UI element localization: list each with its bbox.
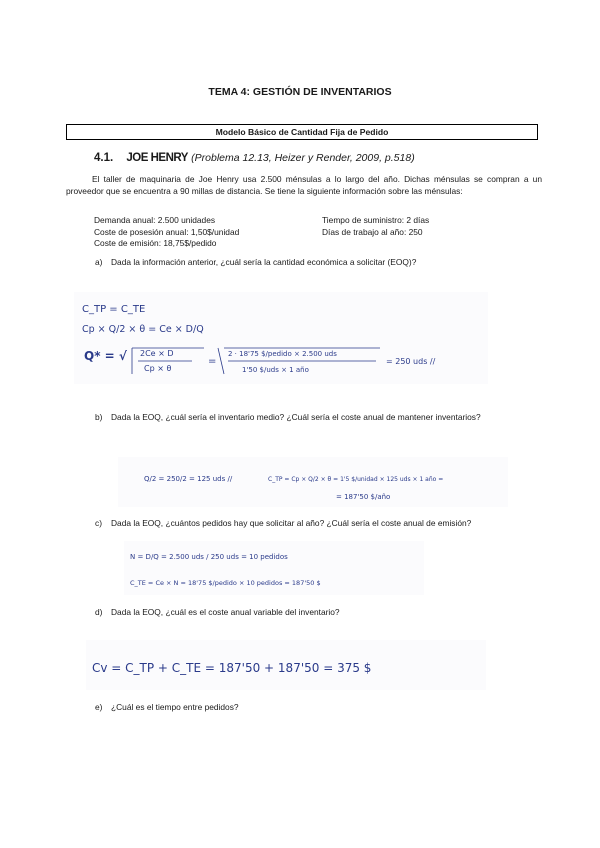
data-left-column (94, 215, 239, 250)
hw-d-line: Cv = C_TP + C_TE = 187'50 + 187'50 = 375 $ (92, 661, 372, 675)
problem-reference: (Problema 12.13, Heizer y Render, 2009, p.518) (191, 152, 415, 164)
hw-a-result: = 250 uds // (386, 357, 436, 366)
hw-b-right2: = 187'50 $/año (336, 493, 391, 501)
problem-number: 4.1. (94, 152, 114, 164)
handwritten-answer-b (118, 457, 508, 507)
data-item: Demanda anual: 2.500 unidades (94, 215, 216, 225)
data-right-column (322, 215, 429, 238)
hw-b-right1: C_TP = Cp × Q/2 × θ = 1'5 $/unidad × 125 uds × 1 año = (268, 476, 444, 483)
question-a (95, 257, 545, 269)
question-text: Dada la EOQ, ¿cuál es el coste anual variable del inventario? (111, 607, 340, 617)
question-e (95, 702, 545, 714)
problem-name: JOE HENRY (126, 152, 188, 164)
hw-a-line1: C_TP = C_TE (82, 304, 146, 315)
intro-paragraph: El taller de maquinaria de Joe Henry usa 2.500 ménsulas a lo largo del año. Dichas ménsulas se compran a un proveedor que se encuentra a 90 millas de distancia. Se tiene la siguiente información sobre las ménsulas: (66, 174, 542, 196)
hw-a-lhs: Q* = √ (84, 349, 127, 363)
handwritten-answer-a (74, 292, 488, 384)
hw-a-frac2-den: 1'50 $/uds × 1 año (242, 366, 309, 374)
data-item: Días de trabajo al año: 250 (322, 226, 423, 237)
question-b (95, 412, 545, 424)
hw-c-line1: N = D/Q = 2.500 uds / 250 uds = 10 pedidos (130, 553, 288, 561)
section-heading: Modelo Básico de Cantidad Fija de Pedido (66, 124, 538, 140)
data-item: Coste de posesión anual: 1,50$/unidad (94, 226, 240, 237)
question-c (95, 518, 545, 530)
hw-a-frac2-num: 2 · 18'75 $/pedido × 2.500 uds (228, 350, 337, 358)
question-text: ¿Cuál es el tiempo entre pedidos? (111, 702, 239, 712)
handwritten-answer-c (124, 541, 424, 595)
question-letter: d) (95, 607, 103, 617)
question-letter: c) (95, 518, 102, 528)
problem-heading (94, 152, 415, 164)
question-letter: e) (95, 702, 103, 712)
hw-b-left: Q/2 = 250/2 = 125 uds // (144, 475, 233, 483)
problem-statement (66, 174, 542, 197)
handwritten-answer-d (86, 640, 486, 690)
question-text: Dada la información anterior, ¿cuál sería la cantidad económica a solicitar (EOQ)? (111, 257, 417, 267)
svg-text:=: = (208, 356, 217, 367)
data-item: Coste de emisión: 18,75$/pedido (94, 238, 217, 248)
hw-a-frac1-den: Cp × θ (144, 364, 172, 373)
hw-a-line2: Cp × Q/2 × θ = Ce × D/Q (82, 324, 204, 335)
question-text: Dada la EOQ, ¿cuántos pedidos hay que solicitar al año? ¿Cuál sería el coste anual de emisión? (111, 518, 472, 528)
question-letter: a) (95, 257, 103, 267)
hw-c-line2: C_TE = Ce × N = 18'75 $/pedido × 10 pedidos = 187'50 $ (130, 579, 321, 587)
question-letter: b) (95, 412, 103, 422)
page-title: TEMA 4: GESTIÓN DE INVENTARIOS (208, 86, 392, 98)
hw-a-frac1-num: 2Ce × D (140, 349, 174, 358)
question-text: Dada la EOQ, ¿cuál sería el inventario medio? ¿Cuál sería el coste anual de mantener inventarios? (111, 412, 481, 422)
data-item: Tiempo de suministro: 2 días (322, 215, 430, 225)
question-d (95, 607, 545, 619)
